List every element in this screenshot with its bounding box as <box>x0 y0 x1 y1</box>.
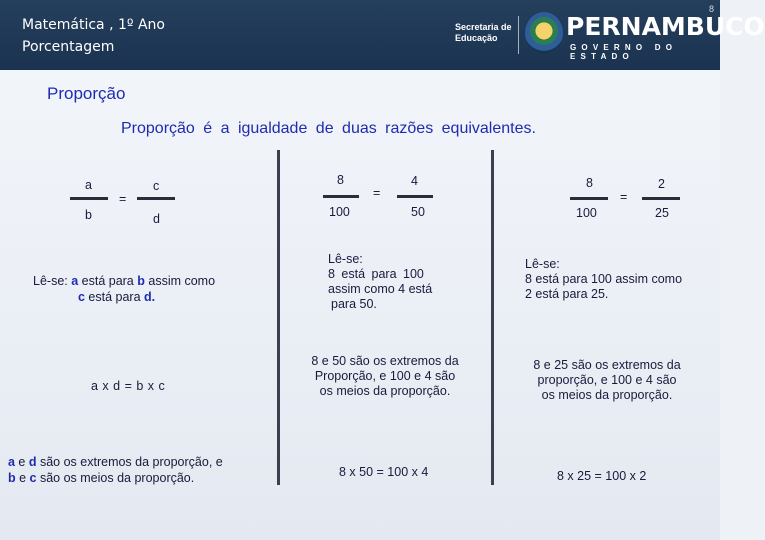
col1-means-line: b e c são os meios da proporção. <box>8 471 195 485</box>
col3-product: 8 x 25 = 100 x 2 <box>557 469 647 483</box>
col2-read-line: 8 está para 100 <box>328 267 424 281</box>
col2-frac-right-num: 4 <box>411 174 418 188</box>
col1-frac-right-den: d <box>153 212 160 226</box>
col2-frac-right-den: 50 <box>411 205 425 219</box>
brand-subtitle: GOVERNO DO ESTADO <box>570 43 678 61</box>
col1-frac-right-bar <box>137 197 175 200</box>
col2-extremes-line: os meios da proporção. <box>319 384 451 398</box>
col2-product: 8 x 50 = 100 x 4 <box>339 465 429 479</box>
course-title <box>22 14 165 58</box>
col1-equals: = <box>119 192 127 206</box>
secretaria-label <box>455 22 512 44</box>
col2-frac-right-bar <box>397 195 433 198</box>
col3-equals: = <box>620 190 628 204</box>
col2-read-line: para 50. <box>331 297 377 311</box>
col3-read-line: Lê-se: <box>525 257 560 271</box>
col3-read-line: 2 está para 25. <box>525 287 609 301</box>
column-separator-right <box>491 150 494 485</box>
section-heading: Proporção <box>47 84 126 103</box>
col1-read-line2: c está para d. <box>78 290 156 304</box>
col1-frac-left-num: a <box>85 178 92 192</box>
col3-frac-right-bar <box>642 197 680 200</box>
col3-extremes-line: os meios da proporção. <box>541 388 673 402</box>
col1-extremes-line: a e d são os extremos da proporção, e <box>8 455 223 469</box>
col3-frac-left-bar <box>570 197 608 200</box>
col1-frac-left-den: b <box>85 208 92 222</box>
col3-read-line: 8 está para 100 assim como <box>525 272 683 286</box>
col2-frac-left-den: 100 <box>329 205 350 219</box>
slide-number: 8 <box>708 4 714 14</box>
col3-extremes-line: 8 e 25 são os extremos da <box>533 358 681 372</box>
col3-frac-left-num: 8 <box>586 176 593 190</box>
column-separator-left <box>277 150 280 485</box>
course-title-line1: Matemática , 1º Ano <box>22 17 165 33</box>
col2-frac-left-num: 8 <box>337 173 344 187</box>
col1-frac-right-num: c <box>153 179 160 193</box>
col2-read-line: assim como 4 está <box>328 282 433 296</box>
brand-logo: PERNAMBUCO <box>566 12 765 41</box>
col1-read-line1: Lê-se: a está para b assim como <box>33 274 216 288</box>
col2-read-block <box>328 252 432 312</box>
secretaria-line1: Secretaria de <box>455 22 512 32</box>
col1-frac-left-bar <box>70 197 108 200</box>
col3-extremes-line: proporção, e 100 e 4 são <box>537 373 677 387</box>
col3-frac-right-den: 25 <box>655 206 669 220</box>
definition-text: Proporção é a igualdade de duas razões equivalentes. <box>121 120 536 137</box>
secretaria-line2: Educação <box>455 33 498 43</box>
state-seal-icon <box>525 12 563 54</box>
header-bar <box>0 0 765 70</box>
col2-extremes-line: Proporção, e 100 e 4 são <box>314 369 456 383</box>
col1-product: a x d = b x c <box>91 379 165 393</box>
col2-frac-left-bar <box>323 195 359 198</box>
col3-read-block <box>525 257 682 302</box>
header-divider <box>518 16 519 54</box>
col2-extremes-block <box>290 354 480 399</box>
col3-extremes-block <box>512 358 702 403</box>
col3-frac-left-den: 100 <box>576 206 597 220</box>
col2-extremes-line: 8 e 50 são os extremos da <box>311 354 459 368</box>
course-title-line2: Porcentagem <box>22 39 115 55</box>
col3-frac-right-num: 2 <box>658 177 665 191</box>
col2-read-line: Lê-se: <box>328 252 363 266</box>
col2-equals: = <box>373 186 381 200</box>
